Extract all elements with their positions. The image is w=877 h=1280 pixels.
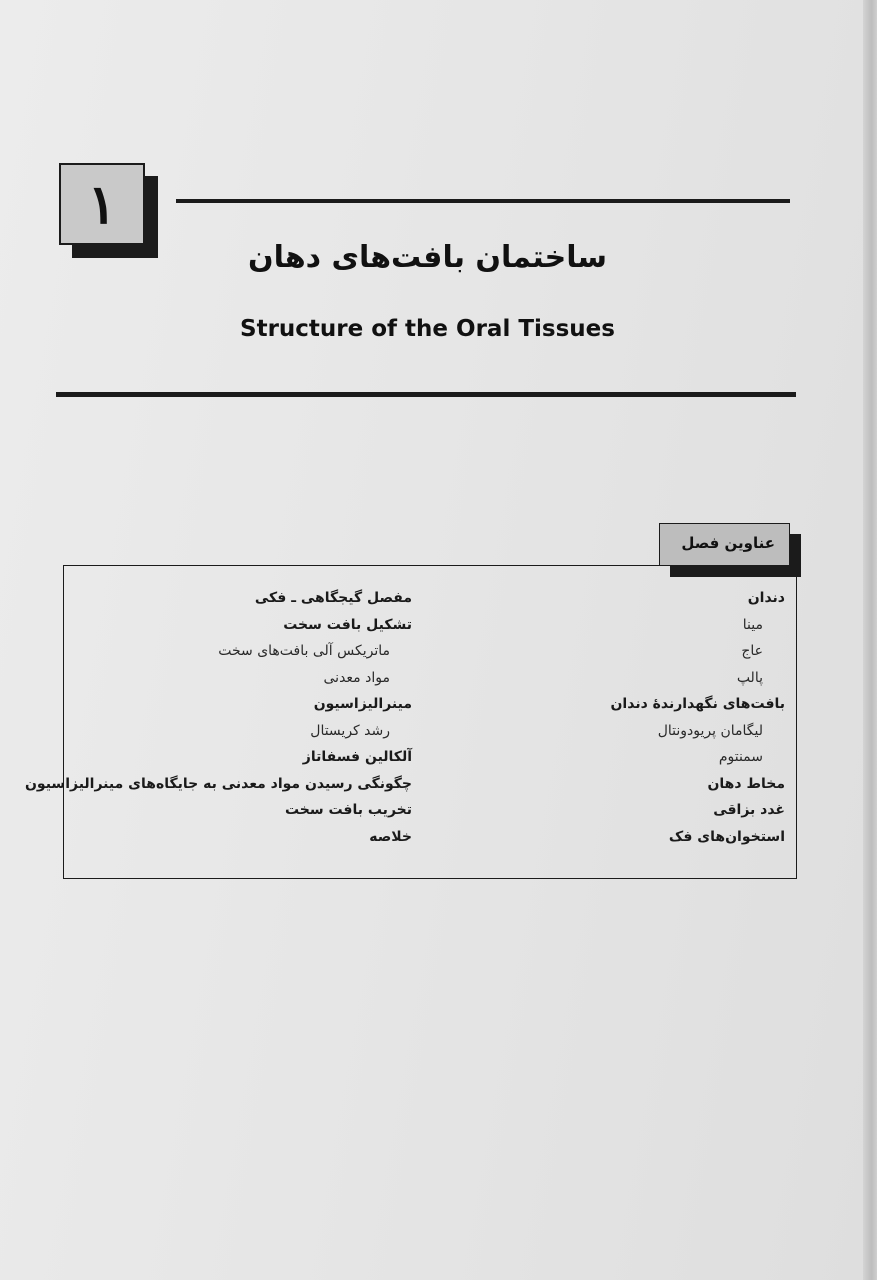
toc-item: مواد معدنی xyxy=(323,669,390,686)
page-edge xyxy=(863,0,877,1280)
chapter-title-english: Structure of the Oral Tissues xyxy=(240,316,615,342)
toc-item: چگونگی رسیدن مواد معدنی به جایگاه‌های مینرالیزاسیون xyxy=(24,775,412,792)
chapter-title-persian: ساختمان بافت‌های دهان xyxy=(247,240,608,275)
chapter-number-box xyxy=(59,163,145,245)
chapter-number: ۱ xyxy=(87,172,117,236)
toc-item: مخاط دهان xyxy=(707,775,785,792)
toc-item: رشد کریستال xyxy=(310,722,390,739)
toc-item: لیگامان پریودونتال xyxy=(657,722,763,739)
toc-right-column xyxy=(525,585,785,850)
toc-item: تخریب بافت سخت xyxy=(284,802,412,818)
toc-item: ماتریکس آلی بافت‌های سخت xyxy=(218,643,390,659)
toc-item: مفصل گیجگاهی ـ فکی xyxy=(254,590,412,606)
title-divider-rule xyxy=(56,392,796,397)
toc-item: سمنتوم xyxy=(718,749,763,765)
toc-item: خلاصه xyxy=(369,828,412,845)
toc-item: عاج xyxy=(741,643,763,659)
toc-item: بافت‌های نگهدارندهٔ دندان xyxy=(610,696,785,712)
toc-item: استخوان‌های فک xyxy=(668,828,785,845)
toc-item: آلکالین فسفاتاز xyxy=(302,749,412,765)
toc-left-column xyxy=(24,585,412,850)
header-rule xyxy=(176,199,790,203)
toc-heading: عناوین فصل xyxy=(659,523,790,566)
toc-item: دندان xyxy=(747,590,785,606)
toc-item: تشکیل بافت سخت xyxy=(283,616,412,633)
toc-item: غدد بزاقی xyxy=(713,802,785,818)
toc-item: پالپ xyxy=(736,669,763,686)
toc-item: مینا xyxy=(742,616,763,633)
toc-item: مینرالیزاسیون xyxy=(313,696,412,712)
